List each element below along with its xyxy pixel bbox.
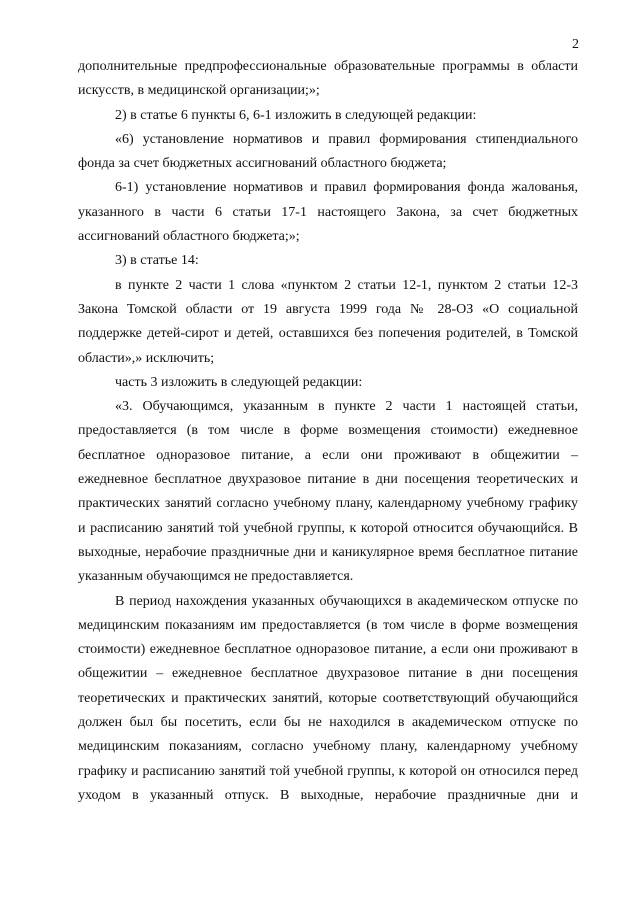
paragraph-amendment-2: 2) в статье 6 пункты 6, 6-1 изложить в следующей редакции: [115,107,477,123]
paragraph-part-3-text: «3. Обучающимся, указанным в пункте 2 части 1 настоящей статьи, предоставляется (в том числе в форме возмещения стоимости) ежедневное бесплатное одноразовое питание, а если они проживают в общежитии – ежедневное бесплатное двухразовое питание в дни посещения теоретических и практических занятий согласно учебному плану, календарному учебному графику и расписанию занятий той учебной группы, к которой относится обучающийся. В выходные, нерабочие праздничные дни и каникулярное время бесплатное питание указанным обучающимся не предоставляется. [78,399,578,585]
paragraph-continuation: дополнительные предпрофессиональные образовательные программы в области искусств, в медицинской организации;»; [78,59,578,99]
document-body [78,55,578,808]
paragraph-item-6: «6) установление нормативов и правил формирования стипендиального фонда за счет бюджетных ассигнований областного бюджета; [78,131,578,172]
paragraph-part-3-intro: часть 3 изложить в следующей редакции: [115,374,363,390]
paragraph-part-1-clause-2: в пункте 2 части 1 слова «пунктом 2 статьи 12-1, пунктом 2 статьи 12-3 Закона Томской области от 19 августа 1999 года № 28-ОЗ «О социальной поддержке детей-сирот и детей, оставшихся без попечения родителей, в Томской области»,» исключить; [78,277,578,366]
paragraph-academic-leave: В период нахождения указанных обучающихся в академическом отпуске по медицинским показаниям им предоставляется (в том числе в форме возмещения стоимости) ежедневное бесплатное одноразовое питание, а если они проживают в общежитии – ежедневное бесплатное двухразовое питание в дни посещения теоретических и практических занятий, которые соответствующий обучающийся должен был бы посетить, если бы не находился в академическом отпуске по медицинским показаниям, согласно учебному плану, календарному учебному графику и расписанию занятий той учебной группы, к которой он относился перед уходом в указанный отпуск. В выходные, нерабочие праздничные дни и [78,593,578,803]
paragraph-item-6-1: 6-1) установление нормативов и правил формирования фонда жалованья, указанного в части 6 статьи 17-1 настоящего Закона, за счет бюджетных ассигнований областного бюджета;»; [78,180,578,245]
page-number: 2 [572,37,579,52]
paragraph-amendment-3: 3) в статье 14: [115,253,199,269]
